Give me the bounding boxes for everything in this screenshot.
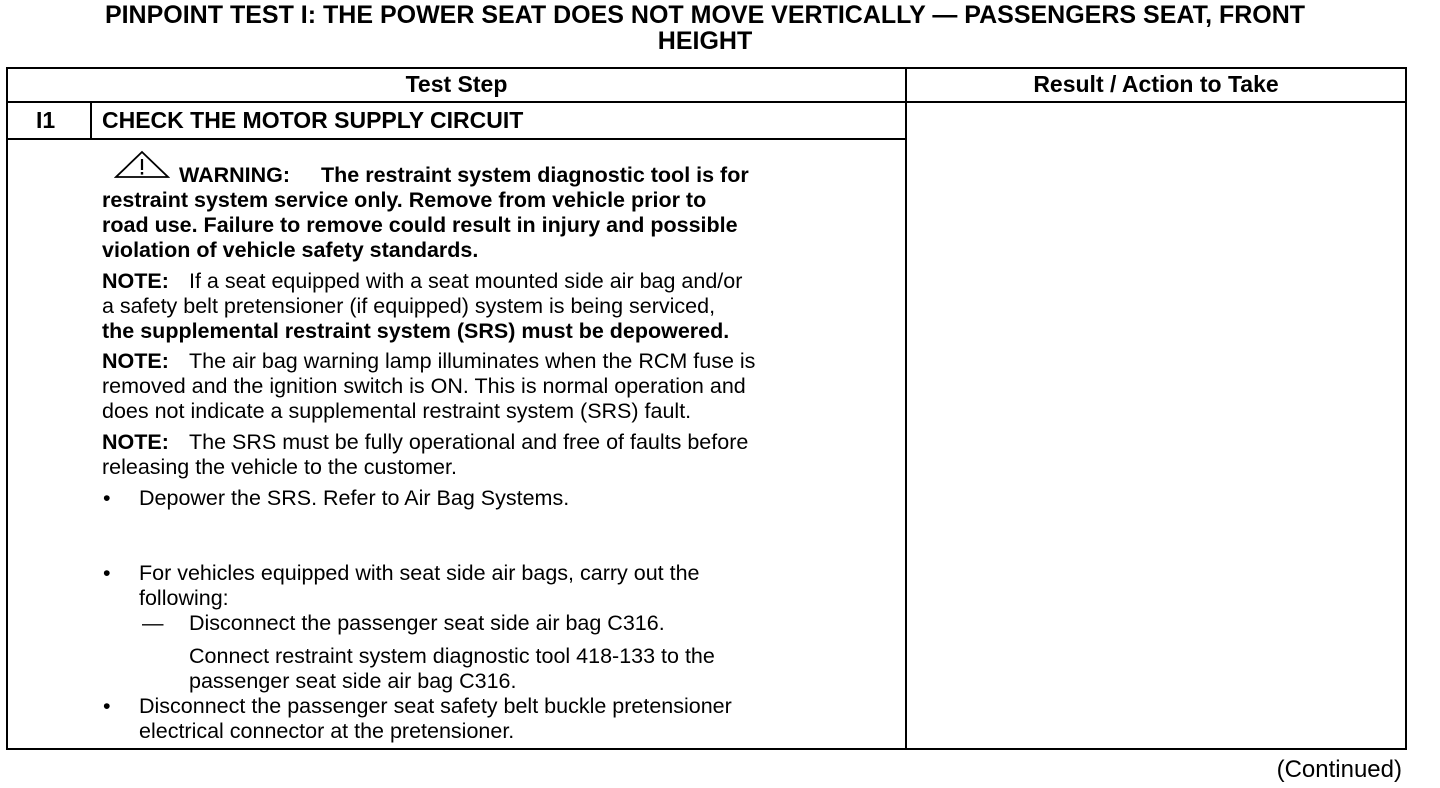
note-3-label: NOTE: xyxy=(102,430,169,454)
note-2-label: NOTE: xyxy=(102,349,169,373)
note-1-label: NOTE: xyxy=(102,269,169,293)
warning-triangle-icon xyxy=(114,150,170,180)
note-2-line-1: The air bag warning lamp illuminates when the RCM fuse is xyxy=(189,349,756,373)
table-left-border xyxy=(6,67,8,750)
note-2-line-3: does not indicate a supplemental restraint system (SRS) fault. xyxy=(102,399,692,423)
note-1-line-1: If a seat equipped with a seat mounted side air bag and/or xyxy=(189,269,743,293)
page-title xyxy=(0,2,1410,54)
warning-line-1: The restraint system diagnostic tool is for xyxy=(321,163,749,187)
note-1-line-2: a safety belt pretensioner (if equipped) system is being serviced, xyxy=(102,294,716,318)
column-divider xyxy=(905,67,907,750)
title-line-2: HEIGHT xyxy=(657,27,753,55)
bullet-3-line-1: Disconnect the passenger seat safety belt buckle pretensioner xyxy=(139,694,732,718)
warning-line-4: violation of vehicle safety standards. xyxy=(102,238,479,262)
step-title: CHECK THE MOTOR SUPPLY CIRCUIT xyxy=(102,107,524,133)
note-2-line-2: removed and the ignition switch is ON. This is normal operation and xyxy=(102,374,746,398)
warning-line-3: road use. Failure to remove could result in injury and possible xyxy=(102,213,738,237)
header-result-action: Result / Action to Take xyxy=(1033,71,1279,97)
bullet-3-line-2: electrical connector at the pretensioner. xyxy=(139,719,515,743)
warning-label: WARNING: xyxy=(179,163,291,187)
bullet-1-text: Depower the SRS. Refer to Air Bag Systems. xyxy=(139,486,570,510)
sub-bullet-dash: — xyxy=(142,611,164,635)
warning-line-2: restraint system service only. Remove from vehicle prior to xyxy=(102,188,707,212)
sub-bullet-2-line-2: passenger seat side air bag C316. xyxy=(189,669,517,693)
note-3-line-1: The SRS must be fully operational and free of faults before xyxy=(189,430,749,454)
sub-bullet-1-text: Disconnect the passenger seat side air bag C316. xyxy=(189,611,665,635)
note-3-line-2: releasing the vehicle to the customer. xyxy=(102,455,457,479)
bullet-2-line-2: following: xyxy=(139,586,229,610)
bullet-marker: • xyxy=(103,694,111,718)
bullet-marker: • xyxy=(103,486,111,510)
step-id-divider xyxy=(90,101,92,140)
table-right-border xyxy=(1405,67,1407,750)
note-1-line-3: the supplemental restraint system (SRS) must be depowered. xyxy=(102,319,730,343)
bullet-marker: • xyxy=(103,561,111,585)
title-line-1: PINPOINT TEST I: THE POWER SEAT DOES NOT MOVE VERTICALLY — PASSENGERS SEAT, FRONT xyxy=(104,1,1306,29)
step-id: I1 xyxy=(36,107,56,133)
step-title-bottom-border xyxy=(6,138,906,140)
bullet-2-line-1: For vehicles equipped with seat side air bags, carry out the xyxy=(139,561,700,585)
table-bottom-border xyxy=(6,748,1407,750)
header-test-step: Test Step xyxy=(405,71,508,97)
sub-bullet-2-line-1: Connect restraint system diagnostic tool 418-133 to the xyxy=(189,644,715,668)
table-top-border xyxy=(6,67,1407,69)
header-bottom-border xyxy=(6,101,1407,103)
continued-label: (Continued) xyxy=(1276,756,1402,783)
